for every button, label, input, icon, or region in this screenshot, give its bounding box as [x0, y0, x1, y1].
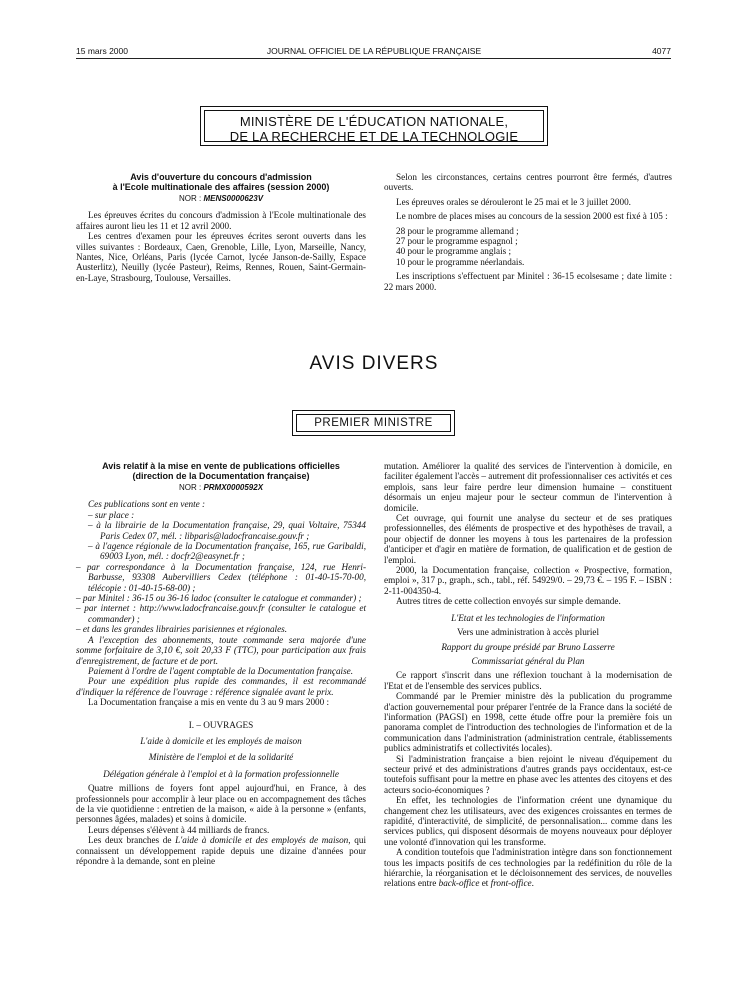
- book-paragraph: Cet ouvrage, qui fournit une analyse du secteur et de ses pratiques professionnelles, des éléments de prospective et des hypothèses de travail, a pour objectif de donner les moyens à tous les partenaires de la profession d'anticiper et d'agir en matière de formation, de qualification et de gestion de l'emploi.: [384, 513, 672, 565]
- book-paragraph: Si l'administration française a bien rejoint le niveau d'équipement du secteur privé et des administrations d'autres grands pays occidentaux, est-ce toutefois suffisant pour la mettre en phase avec les attentes des citoyens et des acteurs socio-économiques ?: [384, 753, 672, 795]
- publications-nor: NOR : PRMX0000592X: [178, 483, 264, 492]
- book-rapport: Rapport du groupe présidé par Bruno Lasserre: [441, 641, 615, 652]
- sale-point: – par correspondance à la Documentation française, 124, rue Henri-Barbusse, 93308 Aubervilliers Cedex (téléphone : 01-40-15-70-00, télécopie : 01-40-15-68-00) ;: [76, 561, 366, 593]
- concours-paragraph: Les centres d'examen pour les épreuves écrites seront ouverts dans les villes suivantes : Bordeaux, Caen, Grenoble, Lille, Lyon, Marseille, Nancy, Nantes, Nice, Orléans, Paris (lycée Carnot, lycée Janson-de-Sailly, Espace Austerlitz), Neuilly (lycée Pasteur), Reims, Rennes, Rouen, Saint-Germain-en-Laye, Strasbourg, Toulouse, Versailles.: [76, 231, 366, 283]
- concours-paragraph: Les épreuves orales se dérouleront le 25 mai et le 3 juillet 2000.: [396, 196, 631, 207]
- concours-left-column: [76, 172, 366, 283]
- ministry-line-2: DE LA RECHERCHE ET DE LA TECHNOLOGIE: [229, 129, 519, 144]
- publications-paragraph: La Documentation française a mis en vente du 3 au 9 mars 2000 :: [88, 697, 330, 708]
- concours-paragraph: Les inscriptions s'effectuent par Minitel : 36-15 ecolsesame ; date limite : 22 mars 2000.: [384, 271, 672, 292]
- places-item: 10 pour le programme néerlandais.: [396, 256, 525, 267]
- book-reference: 2000, la Documentation française, collection « Prospective, formation, emploi », 317 p., graph., sch., tabl., réf. 54929/0. – 29,73 €. – 195 F. – ISBN : 2-11-004350-4.: [384, 565, 672, 596]
- concours-paragraph: Selon les circonstances, certains centres pourront être fermés, d'autres ouverts.: [384, 172, 672, 193]
- publications-left-column: [76, 461, 366, 866]
- concours-paragraph: Le nombre de places mises au concours de la session 2000 est fixé à 105 :: [396, 211, 668, 222]
- concours-nor: NOR : MENS0000623V: [178, 194, 264, 203]
- concours-title-2: à l'Ecole multinationale des affaires (session 2000): [112, 182, 330, 192]
- places-item: 28 pour le programme allemand ;: [396, 225, 519, 236]
- book-title: L'Etat et les technologies de l'information: [451, 612, 605, 623]
- concours-right-column: [384, 172, 672, 292]
- avis-divers-heading: AVIS DIVERS: [309, 353, 439, 374]
- publications-right-column: [384, 461, 672, 889]
- section-heading: I. – OUVRAGES: [188, 719, 254, 730]
- book-paragraph: A condition toutefois que l'administration intègre dans son fonctionnement tous les impacts positifs de ces technologies par la redéfinition du rôle de la hiérarchie, la réorganisation et le décloisonnement des services, de nouvelles relations entre back-office et front-office.: [384, 847, 672, 889]
- publications-paragraph: Paiement à l'ordre de l'agent comptable de la Documentation française.: [88, 665, 354, 676]
- sale-point: – à la librairie de la Documentation française, 29, quai Voltaire, 75344 Paris Cedex 07, mél. : libparis@ladocfrancaise.gouv.fr ;: [88, 520, 366, 541]
- book-commissariat: Commissariat général du Plan: [471, 655, 585, 666]
- book-subtitle: Vers une administration à accès pluriel: [456, 627, 600, 638]
- book-paragraph: Leurs dépenses s'élèvent à 44 milliards de francs.: [88, 824, 270, 835]
- sale-point: – par internet : http://www.ladocfrancaise.gouv.fr (consulter le catalogue et commander) ;: [76, 603, 366, 624]
- publications-intro: Ces publications sont en vente :: [88, 499, 206, 510]
- concours-title-1: Avis d'ouverture du concours d'admission: [130, 172, 312, 182]
- book-paragraph: Quatre millions de foyers font appel aujourd'hui, en France, à des professionnels pour accomplir à leur place ou en accompagnement des tâches de la vie quotidienne : entretien de la maison, « aide à la personne » (enfants, personnes âgées, malades) et soins à domicile.: [76, 783, 366, 825]
- header-page-number: 4077: [652, 46, 671, 56]
- sale-point: – et dans les grandes librairies parisiennes et régionales.: [76, 624, 288, 635]
- publications-paragraph: A l'exception des abonnements, toute commande sera majorée d'une somme forfaitaire de 3,10 €, soit 20,33 F (TTC), pour participation aux frais d'enregistrement, de facture et de port.: [76, 634, 366, 666]
- book-paragraph: Ce rapport s'inscrit dans une réflexion touchant à la modernisation de l'Etat et de l'ensemble des services publics.: [384, 670, 672, 691]
- premier-ministre-label: PREMIER MINISTRE: [296, 414, 451, 432]
- book-paragraph: Autres titres de cette collection envoyés sur simple demande.: [396, 596, 621, 607]
- book-ministry: Ministère de l'emploi et de la solidarité: [148, 752, 294, 763]
- ministry-box: [200, 106, 548, 146]
- header-date: 15 mars 2000: [76, 46, 128, 56]
- book-paragraph: En effet, les technologies de l'information créent une dynamique du changement chez les utilisateurs, avec des exigences croissantes en termes de rapidité, d'interactivité, de simplicité, de personnalisation... comme dans les services publics, qui disposent désormais de moyens nouveaux pour déployer une volonté d'innovation qui les transforme.: [384, 795, 672, 847]
- header-rule: [76, 58, 671, 59]
- publications-title-1: Avis relatif à la mise en vente de publications officielles: [102, 461, 340, 471]
- sale-point: – à l'agence régionale de la Documentation française, 165, rue Garibaldi, 69003 Lyon, mél. : docfr2@easynet.fr ;: [88, 541, 366, 562]
- ministry-line-1: MINISTÈRE DE L'ÉDUCATION NATIONALE,: [239, 114, 509, 129]
- book-title: L'aide à domicile et les employés de maison: [140, 735, 302, 746]
- book-delegation: Délégation générale à l'emploi et à la formation professionnelle: [103, 768, 339, 779]
- book-paragraph: Les deux branches de L'aide à domicile et des employés de maison, qui connaissent un développement rapide depuis une dizaine d'années pour répondre à la demande, sont en pleine: [76, 835, 366, 866]
- book-paragraph: Commandé par le Premier ministre dès la publication du programme d'action gouvernemental pour préparer l'entrée de la France dans la société de l'information (PAGSI) en 1998, cette étude offre pour la première fois un panorama complet de l'introduction des technologies de l'information et de la communication dans l'administration (administration centrale, établissements publics administratifs et collectivités locales).: [384, 691, 672, 754]
- sale-point: – sur place :: [88, 509, 135, 520]
- places-item: 40 pour le programme anglais ;: [396, 246, 512, 257]
- premier-ministre-box: [292, 410, 455, 436]
- publications-title-2: (direction de la Documentation française): [132, 471, 310, 481]
- publications-paragraph: Pour une expédition plus rapide des commandes, il est recommandé d'indiquer la référence de l'ouvrage : référence signalée avant le prix.: [76, 676, 366, 697]
- places-item: 27 pour le programme espagnol ;: [396, 236, 518, 247]
- book-paragraph: mutation. Améliorer la qualité des services de l'intervention à domicile, en faciliter également l'accès – autrement dit professionnaliser ces activités et ces emplois, sans leur faire perdre leur dimension humaine – constituent désormais un enjeu majeur pour le secteur commun de l'intervention à domicile.: [384, 461, 672, 513]
- sale-point: – par Minitel : 36-15 ou 36-16 ladoc (consulter le catalogue et commander) ;: [76, 593, 362, 604]
- concours-paragraph: Les épreuves écrites du concours d'admission à l'Ecole multinationale des affaires auront lieu les 11 et 12 avril 2000.: [76, 210, 366, 231]
- header-journal-title: JOURNAL OFFICIEL DE LA RÉPUBLIQUE FRANÇAISE: [266, 46, 482, 56]
